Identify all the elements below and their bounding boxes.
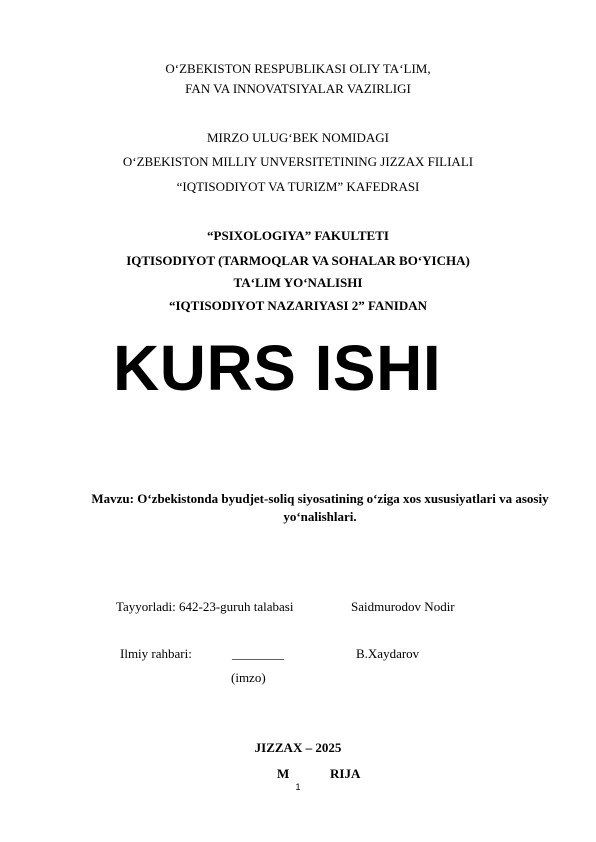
- partially-hidden-text-left: M: [277, 766, 290, 781]
- page-number: 1: [295, 782, 301, 792]
- student-name: Saidmurodov Nodir: [351, 599, 455, 614]
- faculty-name: “PSIXOLOGIYA” FAKULTETI: [207, 228, 389, 243]
- header-ministry-line-1: O‘ZBEKISTON RESPUBLIKASI OLIY TA‘LIM,: [165, 61, 431, 76]
- signature-line: ________: [232, 646, 284, 661]
- signature-caption: (imzo): [231, 670, 266, 685]
- header-department: “IQTISODIYOT VA TURIZM” KAFEDRASI: [176, 179, 420, 194]
- supervisor-label: Ilmiy rahbari:: [120, 646, 192, 661]
- prepared-by-label: Tayyorladi: 642-23-guruh talabasi: [116, 599, 294, 614]
- partially-hidden-text-right: RIJA: [330, 766, 361, 781]
- subject-name: “IQTISODIYOT NAZARIYASI 2” FANIDAN: [168, 298, 427, 313]
- header-university-line-2: O‘ZBEKISTON MILLIY UNVERSITETINING JIZZAX FILIALI: [122, 154, 474, 169]
- field-of-study-suffix: TA‘LIM YO‘NALISHI: [233, 275, 363, 290]
- topic: Mavzu: O‘zbekistonda byudjet-soliq siyosatining o‘ziga xos xususiyatlari va asosiy yo‘nalishlari.: [91, 491, 549, 524]
- header-ministry-line-2: FAN VA INNOVATSIYALAR VAZIRLIGI: [185, 81, 411, 96]
- supervisor-name: B.Xaydarov: [356, 646, 420, 661]
- header-university-line-1: MIRZO ULUG‘BEK NOMIDAGI: [207, 130, 389, 145]
- field-of-study: IQTISODIYOT (TARMOQLAR VA SOHALAR BO‘YICHA): [126, 253, 470, 268]
- document-title: KURS ISHI: [113, 332, 442, 404]
- city-year: JIZZAX – 2025: [254, 740, 342, 755]
